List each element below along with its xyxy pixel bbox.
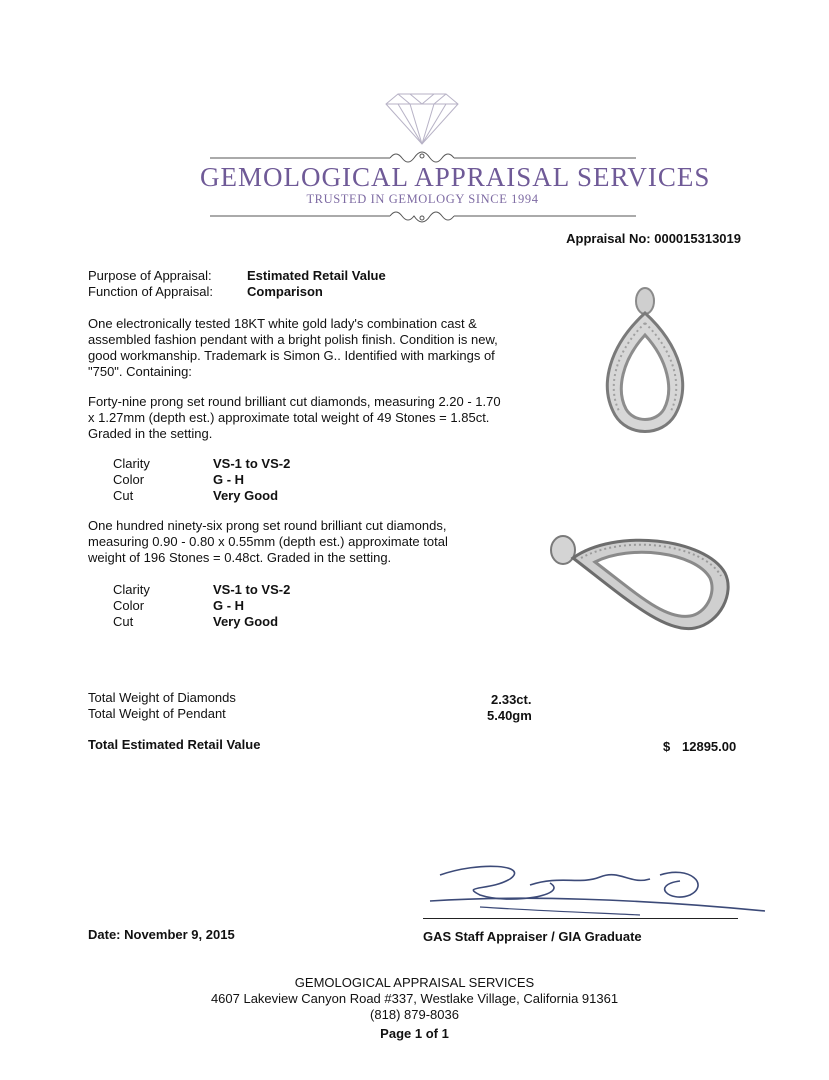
stone-group-2-clarity-label: Clarity <box>113 582 150 597</box>
pendant-side-photo <box>545 528 735 638</box>
footer-address: 4607 Lakeview Canyon Road #337, Westlake Village, California 91361 <box>210 991 619 1006</box>
ornament-top <box>210 152 636 162</box>
ornament-bottom <box>210 212 636 222</box>
stone-group-2-color-value: G - H <box>213 598 245 613</box>
pendant-front-photo <box>590 285 700 445</box>
total-pendant-label: Total Weight of Pendant <box>88 706 226 721</box>
stone-group-1-clarity-value: VS-1 to VS-2 <box>213 456 291 471</box>
total-diamonds-value: 2.33ct. <box>491 692 532 707</box>
total-retail-label: Total Estimated Retail Value <box>88 737 261 752</box>
page-number: Page 1 of 1 <box>380 1026 449 1041</box>
stone-group-1-color-value: G - H <box>213 472 245 487</box>
stone-group-1-color-label: Color <box>113 472 145 487</box>
stone-group-2-cut-value: Very Good <box>213 614 279 629</box>
purpose-value: Estimated Retail Value <box>247 268 386 283</box>
signature-line <box>423 918 738 919</box>
total-pendant-value: 5.40gm <box>487 708 532 723</box>
brand-tagline: TRUSTED IN GEMOLOGY SINCE 1994 <box>306 192 539 206</box>
stone-group-2-color-label: Color <box>113 598 145 613</box>
function-label: Function of Appraisal: <box>88 284 214 299</box>
footer-company: GEMOLOGICAL APPRAISAL SERVICES <box>294 975 535 990</box>
stone-group-2-text: One hundred ninety-six prong set round brilliant cut diamonds, measuring 0.90 - 0.80 x 0.55mm (depth est.) approximate total weight of 196 Stones = 0.48ct. Graded in the setting. <box>88 518 448 565</box>
item-description: One electronically tested 18KT white gold lady's combination cast & assembled fashion pendant with a bright polish finish. Condition is new, good workmanship. Trademark is Simon G.. Identified with markings of "750". Containing: <box>88 316 498 379</box>
total-diamonds-label: Total Weight of Diamonds <box>88 690 236 705</box>
function-value: Comparison <box>247 284 323 299</box>
stone-group-2-cut-label: Cut <box>113 614 134 629</box>
appraiser-signature <box>420 855 780 925</box>
purpose-label: Purpose of Appraisal: <box>88 268 212 283</box>
footer-phone: (818) 879-8036 <box>370 1007 459 1022</box>
stone-group-1-text: Forty-nine prong set round brilliant cut diamonds, measuring 2.20 - 1.70 x 1.27mm (depth est.) approximate total weight of 49 Stones = 1.85ct. Graded in the setting. <box>88 394 501 441</box>
total-retail-value: 12895.00 <box>682 739 737 754</box>
appraisal-date: Date: November 9, 2015 <box>88 927 235 942</box>
stone-group-1-cut-value: Very Good <box>213 488 279 503</box>
stone-group-1-clarity-label: Clarity <box>113 456 150 471</box>
diamond-icon <box>386 94 458 144</box>
stone-group-2-clarity-value: VS-1 to VS-2 <box>213 582 291 597</box>
stone-group-1-cut-label: Cut <box>113 488 134 503</box>
appraiser-title: GAS Staff Appraiser / GIA Graduate <box>423 929 642 944</box>
brand-name: GEMOLOGICAL APPRAISAL SERVICES <box>200 162 711 192</box>
appraisal-number: Appraisal No: 000015313019 <box>566 231 741 246</box>
currency-symbol: $ <box>663 739 671 754</box>
